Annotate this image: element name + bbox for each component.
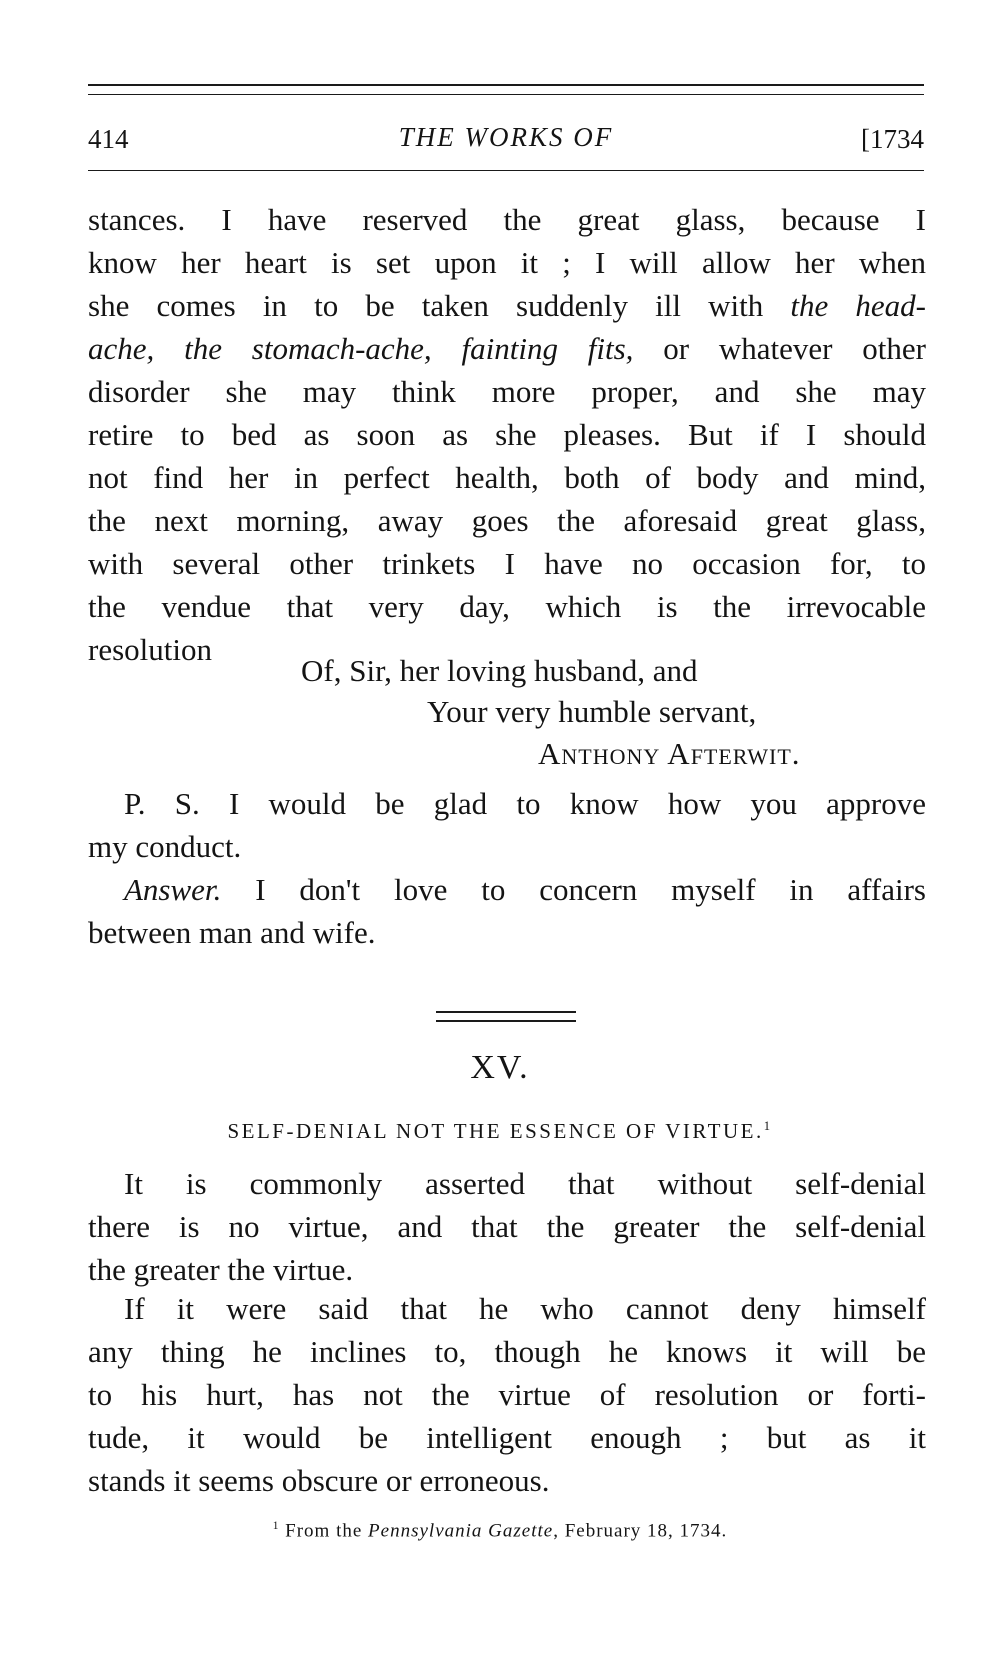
answer-label: Answer. xyxy=(124,872,222,907)
text-line: not find her in perfect health, both of body and mind, xyxy=(88,460,926,495)
essay-paragraph-1 xyxy=(88,1162,926,1291)
text-run: I don't love to concern myself in affairs xyxy=(221,872,926,907)
header-rule-second xyxy=(88,94,924,95)
page-header xyxy=(88,118,924,158)
footnote xyxy=(0,1520,1000,1542)
text-line: my conduct. xyxy=(88,829,242,864)
text-line xyxy=(88,868,926,911)
text-line: there is no virtue, and that the greater the self-denial xyxy=(88,1209,926,1244)
section-divider-top xyxy=(436,1011,576,1013)
text-line: P. S. I would be glad to know how you approve xyxy=(124,786,926,821)
text-run: she comes in to be taken suddenly ill with xyxy=(88,288,791,323)
section-divider-bottom xyxy=(436,1020,576,1022)
text-line xyxy=(88,327,926,370)
text-line: resolution xyxy=(88,632,212,667)
header-rule-top xyxy=(88,84,924,86)
footnote-number: 1 xyxy=(272,1520,280,1532)
text-line: with several other trinkets I have no occasion for, to xyxy=(88,546,926,581)
signature: Anthony Afterwit. xyxy=(538,736,801,771)
page-number: 414 xyxy=(88,124,129,154)
text-line: stances. I have reserved the great glass, because I xyxy=(88,202,926,237)
text-line: stands it seems obscure or erroneous. xyxy=(88,1463,550,1498)
text-line: know her heart is set upon it ; I will allow her when xyxy=(88,245,926,280)
header-rule-bottom xyxy=(88,170,924,171)
footnote-suffix: , February 18, 1734. xyxy=(553,1520,728,1542)
text-line xyxy=(88,284,926,327)
text-line: disorder she may think more proper, and she may xyxy=(88,374,926,409)
letter-body xyxy=(88,198,926,671)
text-line: between man and wife. xyxy=(88,915,376,950)
essay-paragraph-2 xyxy=(88,1287,926,1502)
text-line: the next morning, away goes the aforesaid great glass, xyxy=(88,503,926,538)
text-line: retire to bed as soon as she pleases. But if I should xyxy=(88,417,926,452)
text-line: It is commonly asserted that without self-denial xyxy=(124,1166,926,1201)
signoff-line-1: Of, Sir, her loving husband, and xyxy=(301,653,698,688)
section-title-text: SELF-DENIAL NOT THE ESSENCE OF VIRTUE. xyxy=(227,1119,764,1143)
text-line: the vendue that very day, which is the irrevocable xyxy=(88,589,926,624)
footnote-marker: 1 xyxy=(763,1119,773,1133)
running-title: THE WORKS OF xyxy=(398,122,614,152)
section-title xyxy=(0,1119,1000,1144)
text-line: any thing he inclines to, though he knows it will be xyxy=(88,1334,926,1369)
header-year: [1734 xyxy=(861,124,924,154)
italic-run: ache, the stomach-ache, fainting fits, xyxy=(88,331,634,366)
text-line: If it were said that he who cannot deny himself xyxy=(124,1291,926,1326)
postscript xyxy=(88,782,926,954)
footnote-source: Pennsylvania Gazette xyxy=(368,1520,554,1542)
text-run: or whatever other xyxy=(633,331,926,366)
section-number: XV. xyxy=(470,1049,530,1086)
italic-run: the head- xyxy=(790,288,926,323)
text-line: to his hurt, has not the virtue of resolution or forti- xyxy=(88,1377,926,1412)
signoff-line-2: Your very humble servant, xyxy=(427,694,757,729)
text-line: tude, it would be intelligent enough ; but as it xyxy=(88,1420,926,1455)
footnote-prefix: From the xyxy=(279,1520,369,1542)
text-line: the greater the virtue. xyxy=(88,1252,354,1287)
